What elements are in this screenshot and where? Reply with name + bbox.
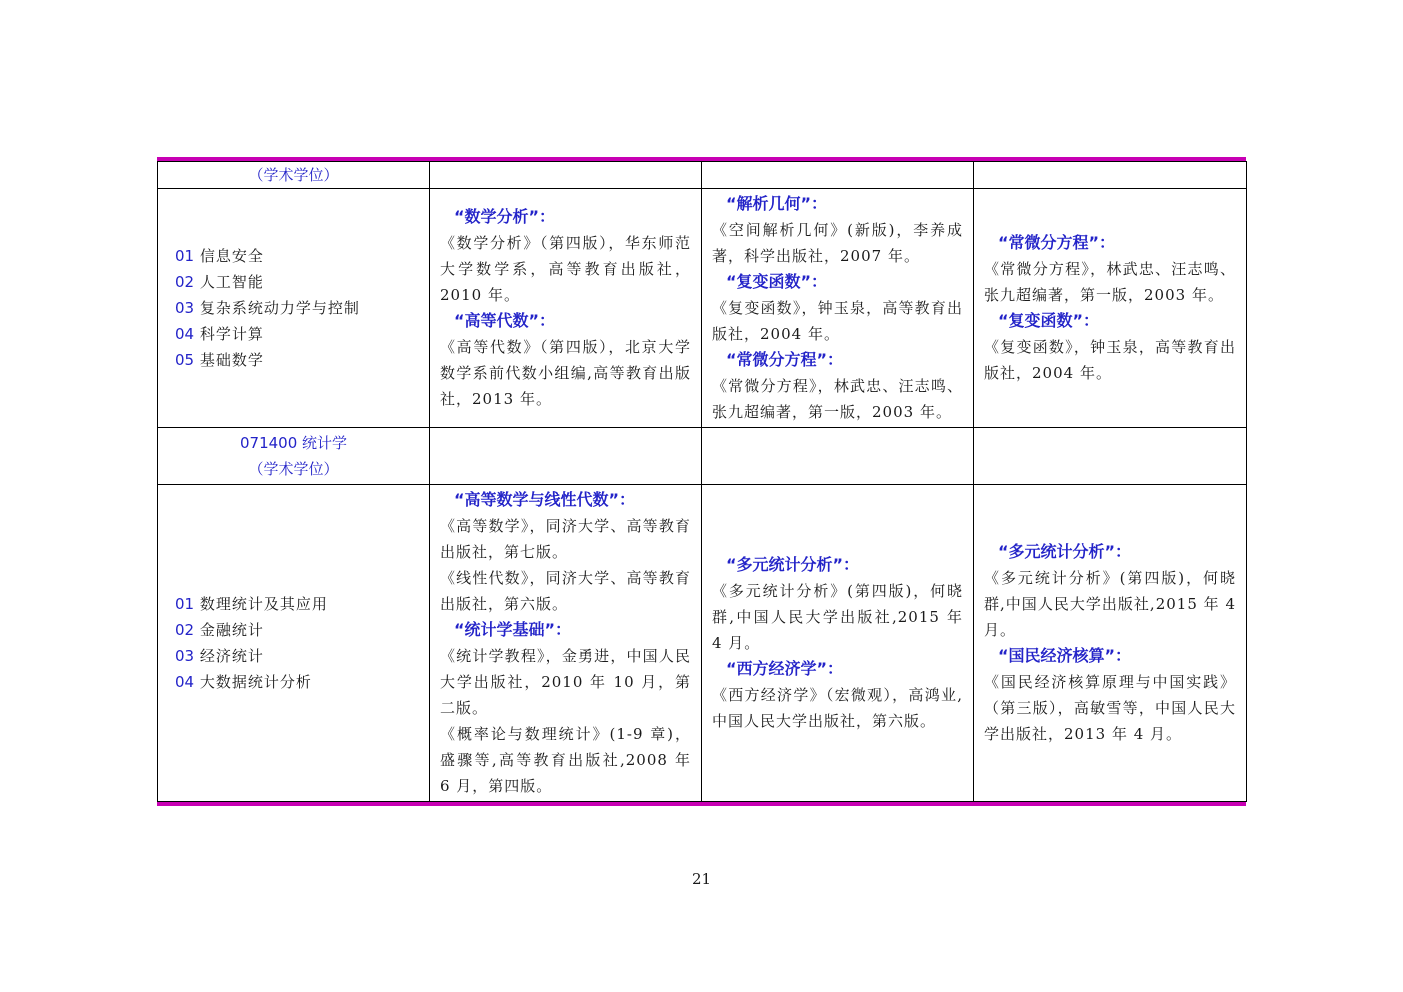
book-reference: 《复变函数》，钟玉泉，高等教育出版社，2004 年。 bbox=[712, 299, 963, 343]
header-row-2 bbox=[158, 428, 1247, 485]
row1-col3-books bbox=[702, 189, 974, 428]
book-reference: 《统计学教程》，金勇进，中国人民大学出版社，2010 年 10 月，第二版。 bbox=[440, 647, 691, 717]
book-subject-title: “常微分方程”： bbox=[998, 233, 1116, 252]
row2-col3-books bbox=[702, 485, 974, 802]
book-subject-title: “多元统计分析”： bbox=[726, 555, 860, 574]
exam-reference-table-sheet bbox=[157, 157, 1246, 806]
book-subject-title: “高等代数”： bbox=[454, 311, 556, 330]
header1-label: （学术学位） bbox=[158, 162, 430, 189]
book-reference: 《空间解析几何》(新版)，李养成著，科学出版社，2007 年。 bbox=[712, 221, 963, 265]
book-reference: 《高等数学》，同济大学、高等教育出版社，第七版。 bbox=[440, 517, 691, 561]
degree-type-label: （学术学位） bbox=[248, 460, 339, 478]
content-row-1 bbox=[158, 189, 1247, 428]
book-reference: 《复变函数》，钟玉泉，高等教育出版社，2004 年。 bbox=[984, 338, 1236, 382]
row1-col4-books bbox=[974, 189, 1247, 428]
header2-cell bbox=[158, 428, 430, 485]
row1-directions bbox=[158, 189, 430, 428]
book-subject-title: “高等数学与线性代数”： bbox=[454, 490, 636, 509]
book-subject-title: “数学分析”： bbox=[454, 207, 556, 226]
book-reference: 《多元统计分析》(第四版)，何晓群,中国人民大学出版社,2015 年 4 月。 bbox=[712, 582, 963, 652]
header1-empty-3 bbox=[702, 162, 974, 189]
header2-empty-3 bbox=[702, 428, 974, 485]
direction-item: 01 数理统计及其应用 bbox=[175, 595, 328, 613]
book-subject-title: “解析几何”： bbox=[726, 194, 828, 213]
content-row-2 bbox=[158, 485, 1247, 802]
header1-empty-2 bbox=[430, 162, 702, 189]
direction-item: 04 大数据统计分析 bbox=[175, 673, 312, 691]
direction-item: 01 信息安全 bbox=[175, 247, 264, 265]
book-subject-title: “多元统计分析”： bbox=[998, 542, 1132, 561]
book-reference: 《线性代数》，同济大学、高等教育出版社，第六版。 bbox=[440, 569, 691, 613]
book-reference: 《西方经济学》（宏微观），高鸿业,中国人民大学出版社，第六版。 bbox=[712, 686, 963, 730]
direction-item: 03 复杂系统动力学与控制 bbox=[175, 299, 360, 317]
direction-item: 03 经济统计 bbox=[175, 647, 264, 665]
bottom-accent-bar bbox=[157, 802, 1246, 806]
row2-directions bbox=[158, 485, 430, 802]
major-code-name: 071400 统计学 bbox=[239, 434, 348, 452]
direction-item: 02 人工智能 bbox=[175, 273, 264, 291]
direction-item: 02 金融统计 bbox=[175, 621, 264, 639]
row2-col2-books bbox=[430, 485, 702, 802]
book-reference: 《国民经济核算原理与中国实践》（第三版），高敏雪等，中国人民大学出版社，2013 年 4 月。 bbox=[984, 673, 1236, 743]
direction-item: 05 基础数学 bbox=[175, 351, 264, 369]
book-reference: 《常微分方程》，林武忠、汪志鸣、张九超编著，第一版，2003 年。 bbox=[984, 260, 1236, 304]
book-subject-title: “统计学基础”： bbox=[454, 620, 572, 639]
page-number: 21 bbox=[691, 870, 712, 888]
book-subject-title: “复变函数”： bbox=[726, 272, 828, 291]
header1-empty-4 bbox=[974, 162, 1247, 189]
book-reference: 《多元统计分析》(第四版)，何晓群,中国人民大学出版社,2015 年 4 月。 bbox=[984, 569, 1236, 639]
header2-empty-2 bbox=[430, 428, 702, 485]
reference-table bbox=[157, 161, 1247, 802]
book-subject-title: “国民经济核算”： bbox=[998, 646, 1132, 665]
book-subject-title: “常微分方程”： bbox=[726, 350, 844, 369]
header2-empty-4 bbox=[974, 428, 1247, 485]
header-row-1 bbox=[158, 162, 1247, 189]
row1-col2-books bbox=[430, 189, 702, 428]
book-subject-title: “西方经济学”： bbox=[726, 659, 844, 678]
book-reference: 《数学分析》（第四版），华东师范大学数学系，高等教育出版社，2010 年。 bbox=[440, 234, 691, 304]
book-reference: 《常微分方程》，林武忠、汪志鸣、张九超编著，第一版，2003 年。 bbox=[712, 377, 963, 421]
row2-col4-books bbox=[974, 485, 1247, 802]
book-subject-title: “复变函数”： bbox=[998, 311, 1100, 330]
book-reference: 《高等代数》（第四版），北京大学数学系前代数小组编,高等教育出版社，2013 年。 bbox=[440, 338, 691, 408]
direction-item: 04 科学计算 bbox=[175, 325, 264, 343]
book-reference: 《概率论与数理统计》(1-9 章)，盛骤等,高等教育出版社,2008 年 6 月，第四版。 bbox=[440, 725, 691, 795]
